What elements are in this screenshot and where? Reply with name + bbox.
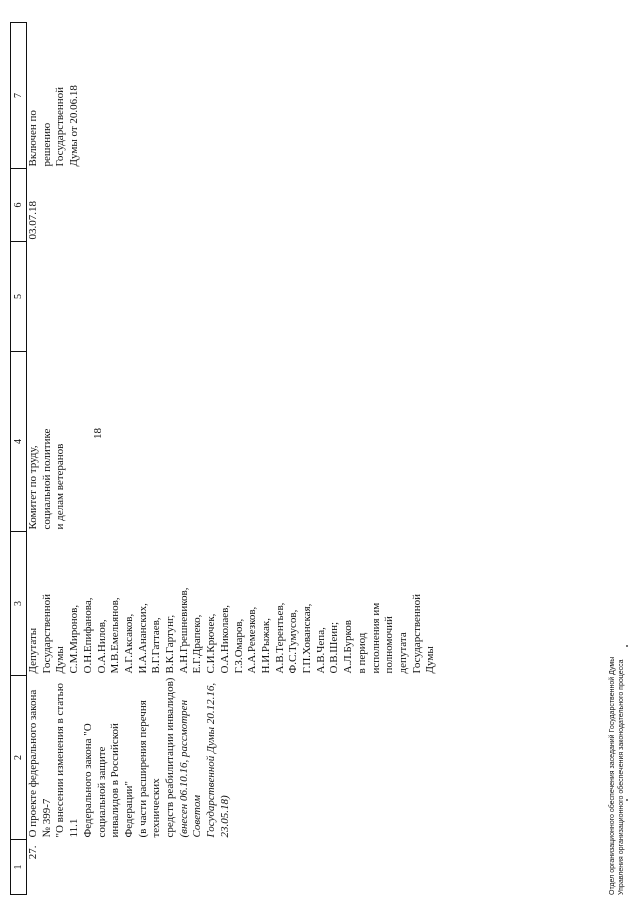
bill-title-line: инвалидов в Российской Федерации" [109, 723, 135, 838]
bill-title-line: Федерального закона "О социальной защите [81, 723, 108, 838]
consideration-date: 03.07.18 [27, 201, 39, 240]
author-line: О.А.Николаев, [218, 604, 231, 674]
footer [608, 657, 626, 895]
author-line: исполнения им [369, 602, 382, 674]
item-number: 27. [27, 845, 39, 860]
author-line: Г.П.Хованская, [301, 603, 314, 674]
bill-history-line: (внесен 06.10.16, рассмотрен Советом [177, 699, 204, 838]
column-header-5: 5 [11, 242, 27, 352]
author-line: А.В.Чепа, [314, 627, 327, 674]
column-5-cell [27, 242, 439, 352]
bill-title [27, 676, 439, 840]
scan-speck [626, 799, 628, 801]
column-header-6: 6 [11, 169, 27, 242]
author-line: Г.З.Омаров, [232, 618, 245, 674]
author-line: депутата [396, 632, 409, 674]
committee-line: Комитет по труду, [27, 445, 39, 530]
committee-line: социальной политике [40, 428, 53, 530]
note-line: решению [40, 122, 53, 167]
column-header-3: 3 [11, 532, 27, 676]
author-line: Н.И.Рыжак, [259, 618, 272, 674]
author-line: Государственной [40, 593, 53, 674]
column-header-4: 4 [11, 352, 27, 532]
column-header-1: 1 [11, 840, 27, 895]
inclusion-note [27, 23, 439, 169]
author-line: М.В.Емельянов, [109, 597, 122, 674]
author-line: А.В.Терентьев, [273, 602, 286, 674]
author-line: Думы [424, 646, 437, 674]
author-line: О.В.Шеин; [328, 621, 341, 674]
author-line: А.А.Ремезков, [246, 606, 259, 674]
author-line: Государственной [410, 593, 423, 674]
author-line: Депутаты [27, 627, 39, 674]
author-line: С.И.Крючек, [205, 613, 218, 674]
bill-authors [27, 532, 439, 676]
author-line: В.К.Гартунг, [164, 614, 177, 674]
author-line: О.А.Нилов, [95, 619, 108, 674]
author-line: Е.Г.Драпеко, [191, 614, 204, 674]
author-line: В.Г.Гаттаев, [150, 617, 163, 674]
author-line: А.Г.Аксаков, [122, 613, 135, 674]
committee-line: и делам ветеранов [54, 443, 67, 530]
bill-title-line: О проекте федерального закона № 399-7 [27, 689, 53, 838]
column-number-row [11, 23, 27, 895]
footer-line: Отдел организационного обеспечения заседаний Государственной Думы [609, 656, 616, 895]
author-line: И.А.Ананских, [136, 603, 149, 674]
table-row [27, 23, 439, 895]
bill-history-line: Государственной Думы 20.12.16, 23.05.18) [205, 682, 231, 838]
bill-title-line: "О внесении изменения в статью 11.1 [54, 683, 81, 838]
bill-title-line: (в части расширения перечня технических [136, 700, 163, 838]
author-line: С.М.Миронов, [68, 604, 81, 674]
page-number: 18 [92, 428, 104, 439]
note-line: Государственной [54, 86, 67, 167]
column-header-7: 7 [11, 23, 27, 169]
note-line: Включен по [27, 110, 39, 167]
committee [27, 352, 439, 532]
bill-title-line: средств реабилитации инвалидов) [164, 677, 177, 838]
author-line: Думы [54, 646, 67, 674]
author-line: Ф.С.Тумусов, [287, 609, 300, 674]
author-line: А.Н.Грешневиков, [177, 587, 190, 674]
column-header-2: 2 [11, 676, 27, 840]
author-line: в период [355, 632, 368, 674]
author-line: полномочий [383, 616, 396, 674]
author-line: А.Л.Бурков [342, 620, 355, 674]
scan-speck [626, 645, 628, 647]
author-line: О.Н.Епифанова, [81, 597, 94, 674]
note-line: Думы от 20.06.18 [68, 85, 81, 167]
footer-line: Управления организационного обеспечения законодательного процесса [618, 659, 625, 895]
bills-table [10, 22, 438, 895]
